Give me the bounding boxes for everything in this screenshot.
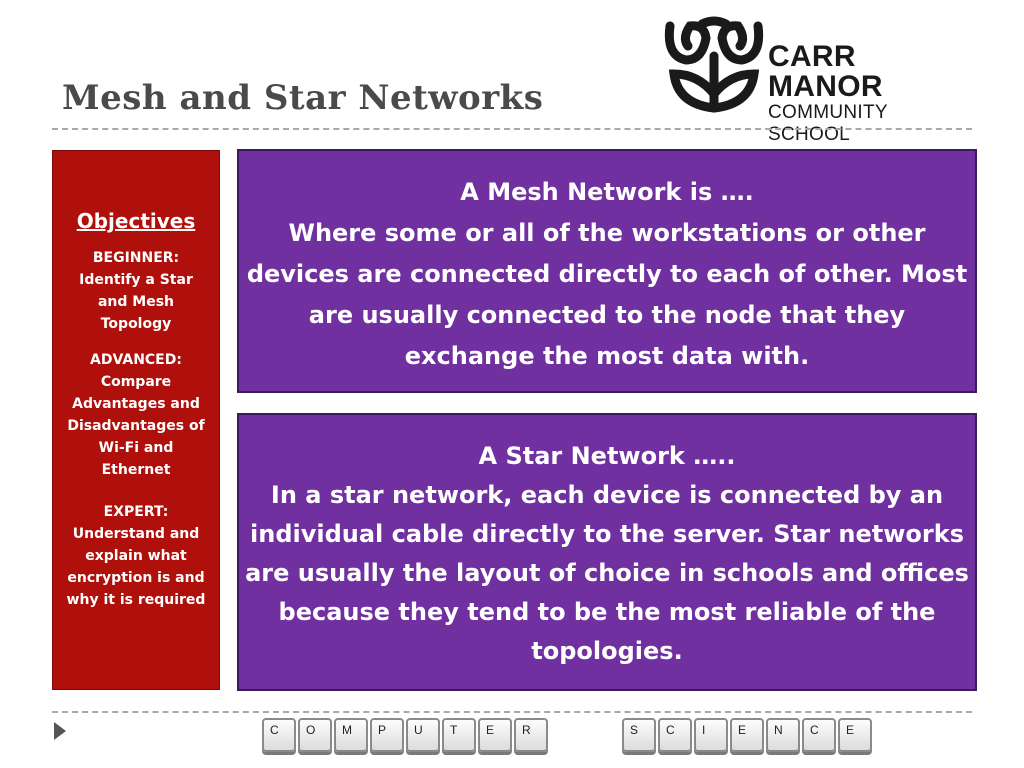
objective-beginner: BEGINNER: Identify a Star and Mesh Topology [79,250,193,332]
tulip-logo-icon [664,16,764,116]
keycap-c: C [802,718,836,752]
keycap-r: R [514,718,548,752]
keycap-o: O [298,718,332,752]
science-keys [622,718,872,760]
footer-divider [52,711,972,713]
keycap-t: T [442,718,476,752]
star-network-box [237,413,977,691]
keycap-e: E [730,718,764,752]
page-title: Mesh and Star Networks [62,78,544,118]
mesh-network-heading: A Mesh Network is …. [460,178,754,206]
objective-expert: EXPERT: Understand and explain what encryption is and why it is required [66,504,206,608]
objectives-panel [52,150,220,690]
keycap-c: C [262,718,296,752]
keycap-n: N [766,718,800,752]
star-network-heading: A Star Network ….. [478,442,736,470]
logo-name: CARR MANOR [768,40,883,103]
keycap-s: S [622,718,656,752]
play-arrow-icon [54,722,66,740]
keycap-u: U [406,718,440,752]
objectives-heading: Objectives [76,209,196,233]
header-divider [52,128,972,130]
keycap-e: E [478,718,512,752]
keycap-m: M [334,718,368,752]
keycap-e: E [838,718,872,752]
school-logo [664,16,974,145]
computer-keys [262,718,548,760]
keycap-p: P [370,718,404,752]
star-network-definition: In a star network, each device is connected by an individual cable directly to the server. Star networks are usually the layout of choice in schools and offices because they tend to be the most reliable of the topologies. [245,481,969,665]
mesh-network-box [237,149,977,393]
logo-subtitle: COMMUNITY SCHOOL [768,102,888,145]
keycap-i: I [694,718,728,752]
mesh-network-definition: Where some or all of the workstations or other devices are connected directly to each of other. Most are usually connected to the node that they exchange the most data with. [246,219,968,370]
keycap-c: C [658,718,692,752]
objective-advanced: ADVANCED: Compare Advantages and Disadvantages of Wi-Fi and Ethernet [67,352,205,478]
